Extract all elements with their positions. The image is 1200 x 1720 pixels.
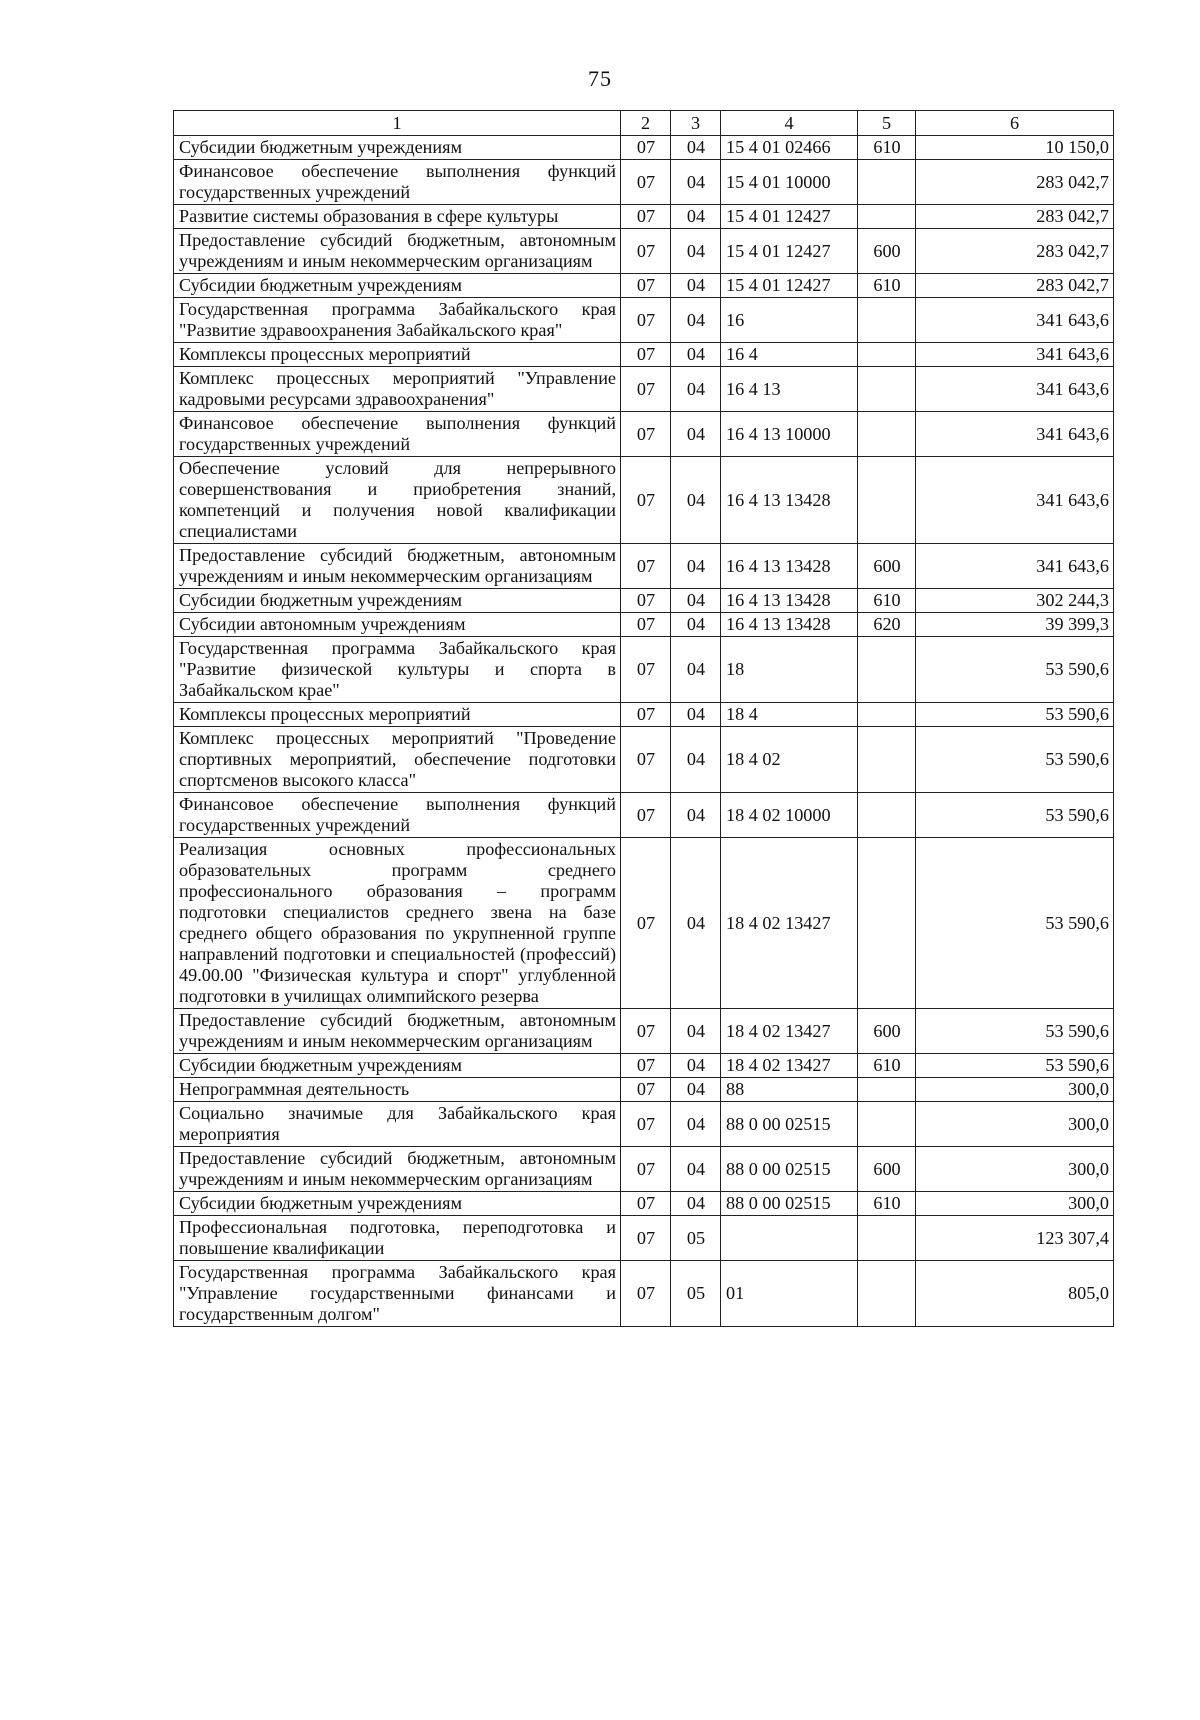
row-name: Профессиональная подготовка, переподготовка и повышение квалификации <box>174 1216 621 1261</box>
row-section: 07 <box>621 160 671 205</box>
table-row <box>174 160 1114 205</box>
row-amount: 341 643,6 <box>916 412 1114 457</box>
row-name: Комплексы процессных мероприятий <box>174 343 621 367</box>
row-expense-type <box>858 703 916 727</box>
table-row <box>174 298 1114 343</box>
row-section: 07 <box>621 205 671 229</box>
row-section: 07 <box>621 136 671 160</box>
table-row <box>174 1078 1114 1102</box>
row-name: Финансовое обеспечение выполнения функций государственных учреждений <box>174 412 621 457</box>
row-expense-type: 600 <box>858 1009 916 1054</box>
row-target-code: 15 4 01 02466 <box>721 136 858 160</box>
row-subsection: 05 <box>671 1261 721 1327</box>
row-amount: 341 643,6 <box>916 544 1114 589</box>
row-subsection: 04 <box>671 343 721 367</box>
row-section: 07 <box>621 343 671 367</box>
row-target-code: 88 0 00 02515 <box>721 1102 858 1147</box>
row-expense-type <box>858 637 916 703</box>
row-subsection: 04 <box>671 1147 721 1192</box>
row-name: Комплекс процессных мероприятий "Управление кадровыми ресурсами здравоохранения" <box>174 367 621 412</box>
row-expense-type <box>858 727 916 793</box>
row-target-code: 18 4 02 13427 <box>721 1054 858 1078</box>
row-subsection: 04 <box>671 412 721 457</box>
row-expense-type: 610 <box>858 1192 916 1216</box>
row-name: Государственная программа Забайкальского края "Управление государственными финансами и государственным долгом" <box>174 1261 621 1327</box>
row-amount: 53 590,6 <box>916 838 1114 1009</box>
row-section: 07 <box>621 1192 671 1216</box>
table-row <box>174 793 1114 838</box>
table-row <box>174 457 1114 544</box>
row-section: 07 <box>621 457 671 544</box>
table-row <box>174 367 1114 412</box>
row-expense-type <box>858 205 916 229</box>
row-target-code: 16 4 13 13428 <box>721 613 858 637</box>
header-col-6: 6 <box>916 111 1114 136</box>
row-expense-type <box>858 838 916 1009</box>
table-row <box>174 1054 1114 1078</box>
row-amount: 283 042,7 <box>916 274 1114 298</box>
row-name: Предоставление субсидий бюджетным, автономным учреждениям и иным некоммерческим организациям <box>174 1009 621 1054</box>
row-subsection: 04 <box>671 1102 721 1147</box>
row-name: Реализация основных профессиональных образовательных программ среднего профессионального образования – программ подготовки специалистов среднего звена на базе среднего общего образования по укрупненной группе направлений подготовки и специальностей (профессий) 49.00.00 "Физическая культура и спорт" углубленной подготовки в училищах олимпийского резерва <box>174 838 621 1009</box>
row-section: 07 <box>621 1054 671 1078</box>
table-row <box>174 1009 1114 1054</box>
row-section: 07 <box>621 1216 671 1261</box>
row-section: 07 <box>621 703 671 727</box>
row-name: Субсидии бюджетным учреждениям <box>174 274 621 298</box>
row-target-code: 88 0 00 02515 <box>721 1192 858 1216</box>
table-row <box>174 205 1114 229</box>
row-section: 07 <box>621 367 671 412</box>
row-amount: 300,0 <box>916 1192 1114 1216</box>
row-amount: 53 590,6 <box>916 637 1114 703</box>
table-row <box>174 343 1114 367</box>
row-amount: 300,0 <box>916 1078 1114 1102</box>
table-row <box>174 637 1114 703</box>
row-target-code: 16 <box>721 298 858 343</box>
row-target-code: 18 4 02 13427 <box>721 838 858 1009</box>
row-name: Финансовое обеспечение выполнения функций государственных учреждений <box>174 793 621 838</box>
row-expense-type: 610 <box>858 589 916 613</box>
row-subsection: 04 <box>671 703 721 727</box>
row-expense-type: 600 <box>858 1147 916 1192</box>
row-subsection: 04 <box>671 727 721 793</box>
table-row <box>174 613 1114 637</box>
row-amount: 283 042,7 <box>916 229 1114 274</box>
row-name: Субсидии бюджетным учреждениям <box>174 136 621 160</box>
row-expense-type <box>858 1216 916 1261</box>
row-target-code: 16 4 <box>721 343 858 367</box>
row-subsection: 04 <box>671 637 721 703</box>
row-expense-type <box>858 1261 916 1327</box>
row-amount: 283 042,7 <box>916 160 1114 205</box>
row-name: Финансовое обеспечение выполнения функций государственных учреждений <box>174 160 621 205</box>
row-target-code: 18 4 02 10000 <box>721 793 858 838</box>
row-target-code: 16 4 13 <box>721 367 858 412</box>
row-expense-type <box>858 1078 916 1102</box>
row-name: Комплексы процессных мероприятий <box>174 703 621 727</box>
table-row <box>174 1147 1114 1192</box>
row-section: 07 <box>621 1102 671 1147</box>
row-subsection: 04 <box>671 544 721 589</box>
header-col-2: 2 <box>621 111 671 136</box>
row-name: Непрограммная деятельность <box>174 1078 621 1102</box>
row-subsection: 04 <box>671 298 721 343</box>
row-target-code: 18 <box>721 637 858 703</box>
row-section: 07 <box>621 1009 671 1054</box>
row-amount: 341 643,6 <box>916 298 1114 343</box>
table-row <box>174 229 1114 274</box>
row-amount: 53 590,6 <box>916 1009 1114 1054</box>
row-name: Субсидии бюджетным учреждениям <box>174 1192 621 1216</box>
table-row <box>174 838 1114 1009</box>
row-section: 07 <box>621 637 671 703</box>
row-subsection: 04 <box>671 793 721 838</box>
row-name: Субсидии бюджетным учреждениям <box>174 589 621 613</box>
row-name: Предоставление субсидий бюджетным, автономным учреждениям и иным некоммерческим организациям <box>174 229 621 274</box>
row-subsection: 04 <box>671 613 721 637</box>
row-section: 07 <box>621 298 671 343</box>
row-section: 07 <box>621 1147 671 1192</box>
row-name: Социально значимые для Забайкальского края мероприятия <box>174 1102 621 1147</box>
row-subsection: 04 <box>671 1009 721 1054</box>
header-col-1: 1 <box>174 111 621 136</box>
row-name: Субсидии бюджетным учреждениям <box>174 1054 621 1078</box>
table-row <box>174 1192 1114 1216</box>
row-section: 07 <box>621 544 671 589</box>
row-subsection: 04 <box>671 589 721 613</box>
row-target-code: 16 4 13 13428 <box>721 544 858 589</box>
row-amount: 300,0 <box>916 1102 1114 1147</box>
page-number: 75 <box>588 66 612 91</box>
row-name: Предоставление субсидий бюджетным, автономным учреждениям и иным некоммерческим организациям <box>174 1147 621 1192</box>
table-row <box>174 412 1114 457</box>
row-section: 07 <box>621 589 671 613</box>
row-amount: 302 244,3 <box>916 589 1114 613</box>
row-target-code: 18 4 <box>721 703 858 727</box>
row-expense-type: 610 <box>858 1054 916 1078</box>
header-row <box>174 111 1114 136</box>
header-col-5: 5 <box>858 111 916 136</box>
row-target-code: 15 4 01 12427 <box>721 229 858 274</box>
row-expense-type: 600 <box>858 229 916 274</box>
row-amount: 805,0 <box>916 1261 1114 1327</box>
row-expense-type <box>858 1102 916 1147</box>
table-row <box>174 1102 1114 1147</box>
row-subsection: 04 <box>671 1054 721 1078</box>
row-expense-type <box>858 412 916 457</box>
row-expense-type <box>858 367 916 412</box>
row-target-code: 16 4 13 13428 <box>721 589 858 613</box>
row-name: Комплекс процессных мероприятий "Проведение спортивных мероприятий, обеспечение подготовки спортсменов высокого класса" <box>174 727 621 793</box>
row-subsection: 04 <box>671 838 721 1009</box>
row-target-code: 15 4 01 12427 <box>721 274 858 298</box>
header-col-3: 3 <box>671 111 721 136</box>
row-subsection: 05 <box>671 1216 721 1261</box>
row-name: Обеспечение условий для непрерывного совершенствования и приобретения знаний, компетенций и получения новой квалификации специалистами <box>174 457 621 544</box>
header-col-4: 4 <box>721 111 858 136</box>
row-section: 07 <box>621 412 671 457</box>
row-amount: 53 590,6 <box>916 793 1114 838</box>
row-subsection: 04 <box>671 160 721 205</box>
row-name: Государственная программа Забайкальского края "Развитие физической культуры и спорта в Забайкальском крае" <box>174 637 621 703</box>
table-body <box>174 136 1114 1327</box>
row-subsection: 04 <box>671 1078 721 1102</box>
table-row <box>174 136 1114 160</box>
row-section: 07 <box>621 838 671 1009</box>
table-row <box>174 1261 1114 1327</box>
row-amount: 123 307,4 <box>916 1216 1114 1261</box>
row-amount: 53 590,6 <box>916 727 1114 793</box>
row-target-code: 88 0 00 02515 <box>721 1147 858 1192</box>
row-amount: 341 643,6 <box>916 457 1114 544</box>
row-section: 07 <box>621 1078 671 1102</box>
table-row <box>174 544 1114 589</box>
row-amount: 283 042,7 <box>916 205 1114 229</box>
row-section: 07 <box>621 613 671 637</box>
table-row <box>174 589 1114 613</box>
row-expense-type: 600 <box>858 544 916 589</box>
row-amount: 341 643,6 <box>916 367 1114 412</box>
row-subsection: 04 <box>671 229 721 274</box>
row-subsection: 04 <box>671 367 721 412</box>
row-target-code: 16 4 13 10000 <box>721 412 858 457</box>
row-amount: 10 150,0 <box>916 136 1114 160</box>
row-expense-type <box>858 160 916 205</box>
row-expense-type: 610 <box>858 136 916 160</box>
row-subsection: 04 <box>671 457 721 544</box>
row-name: Субсидии автономным учреждениям <box>174 613 621 637</box>
row-name: Предоставление субсидий бюджетным, автономным учреждениям и иным некоммерческим организациям <box>174 544 621 589</box>
row-expense-type <box>858 298 916 343</box>
row-subsection: 04 <box>671 1192 721 1216</box>
row-section: 07 <box>621 793 671 838</box>
row-amount: 53 590,6 <box>916 703 1114 727</box>
table-row <box>174 274 1114 298</box>
row-amount: 300,0 <box>916 1147 1114 1192</box>
row-expense-type: 620 <box>858 613 916 637</box>
budget-table <box>173 110 1114 1327</box>
row-target-code: 18 4 02 <box>721 727 858 793</box>
row-target-code: 15 4 01 10000 <box>721 160 858 205</box>
row-subsection: 04 <box>671 136 721 160</box>
row-expense-type: 610 <box>858 274 916 298</box>
row-amount: 39 399,3 <box>916 613 1114 637</box>
row-target-code: 88 <box>721 1078 858 1102</box>
row-amount: 341 643,6 <box>916 343 1114 367</box>
row-name: Государственная программа Забайкальского края "Развитие здравоохранения Забайкальского края" <box>174 298 621 343</box>
row-section: 07 <box>621 1261 671 1327</box>
table-row <box>174 1216 1114 1261</box>
row-target-code: 16 4 13 13428 <box>721 457 858 544</box>
row-section: 07 <box>621 229 671 274</box>
row-target-code: 18 4 02 13427 <box>721 1009 858 1054</box>
row-expense-type <box>858 343 916 367</box>
row-amount: 53 590,6 <box>916 1054 1114 1078</box>
row-section: 07 <box>621 727 671 793</box>
table-row <box>174 703 1114 727</box>
row-section: 07 <box>621 274 671 298</box>
row-name: Развитие системы образования в сфере культуры <box>174 205 621 229</box>
row-expense-type <box>858 457 916 544</box>
row-expense-type <box>858 793 916 838</box>
table-row <box>174 727 1114 793</box>
row-target-code <box>721 1216 858 1261</box>
row-target-code: 15 4 01 12427 <box>721 205 858 229</box>
row-subsection: 04 <box>671 274 721 298</box>
row-target-code: 01 <box>721 1261 858 1327</box>
row-subsection: 04 <box>671 205 721 229</box>
